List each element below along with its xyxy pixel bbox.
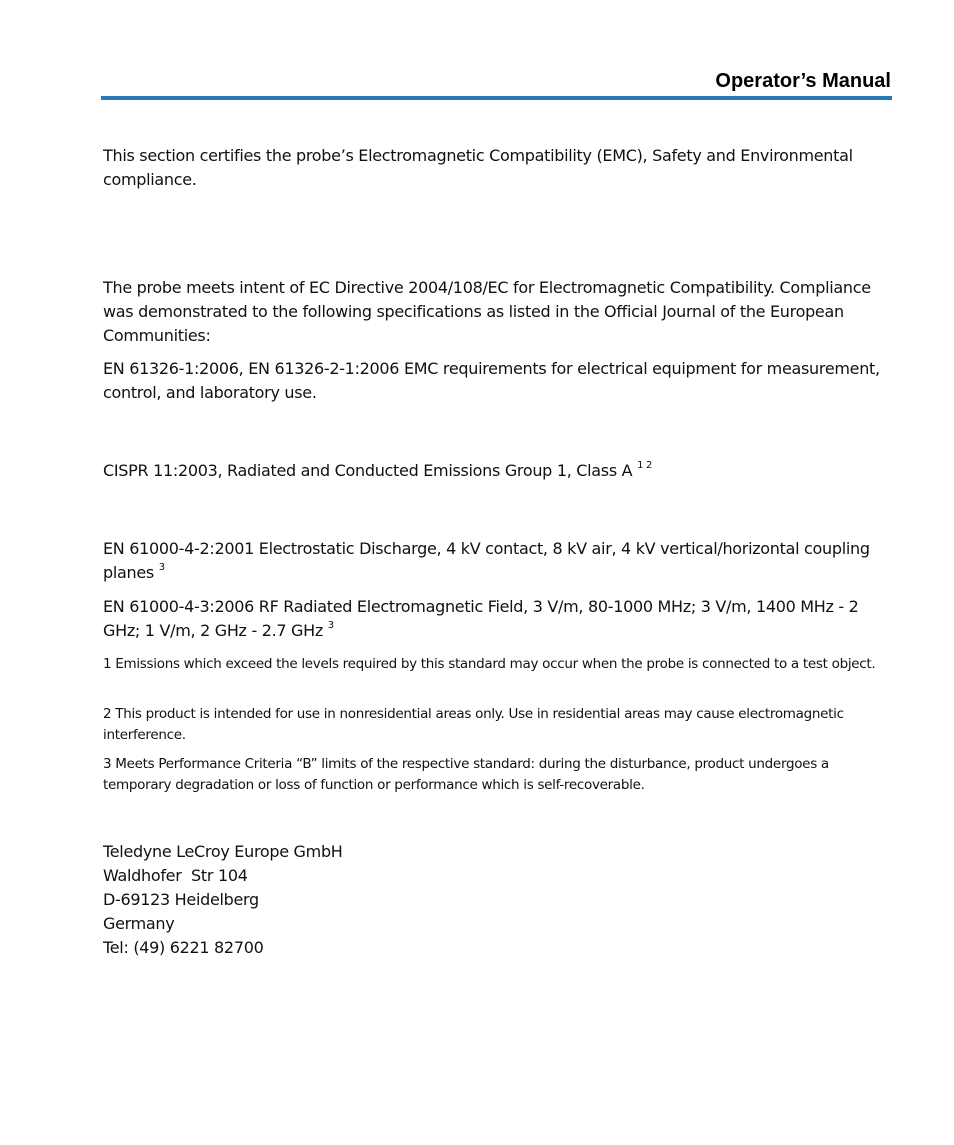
esd-footnote-ref: 3 — [158, 561, 165, 573]
emc-directive-paragraph: The probe meets intent of EC Directive 2004/108/EC for Electromagnetic Compatibility. Compliance was demonstrated to the following specifications as listed in the Official Journal of the European Communities: — [103, 278, 871, 345]
esd-paragraph — [103, 537, 893, 585]
address-phone: Tel: (49) 6221 82700 — [103, 938, 264, 957]
esd-text: EN 61000-4-2:2001 Electrostatic Discharge, 4 kV contact, 8 kV air, 4 kV vertical/horizontal coupling planes — [103, 539, 870, 582]
rf-footnote-ref: 3 — [327, 619, 334, 631]
address-city: D-69123 Heidelberg — [103, 890, 259, 909]
cispr-text: CISPR 11:2003, Radiated and Conducted Emissions Group 1, Class A — [103, 461, 633, 480]
header-rule — [101, 96, 892, 100]
address-block — [103, 840, 893, 960]
address-country: Germany — [103, 914, 175, 933]
footnote-1: 1 Emissions which exceed the levels required by this standard may occur when the probe is connected to a test object. — [103, 656, 876, 672]
rf-paragraph — [103, 595, 893, 643]
cispr-paragraph — [103, 459, 893, 483]
en61326-paragraph: EN 61326-1:2006, EN 61326-2-1:2006 EMC requirements for electrical equipment for measurement, control, and laboratory use. — [103, 359, 880, 402]
header-title: Operator’s Manual — [715, 70, 891, 92]
footnote-3: 3 Meets Performance Criteria “B” limits of the respective standard: during the disturbance, product undergoes a temporary degradation or loss of function or performance which is self-recoverable. — [103, 756, 829, 793]
rf-text: EN 61000-4-3:2006 RF Radiated Electromagnetic Field, 3 V/m, 80-1000 MHz; 3 V/m, 1400 MHz - 2 GHz; 1 V/m, 2 GHz - 2.7 GHz — [103, 597, 859, 640]
address-company: Teledyne LeCroy Europe GmbH — [103, 842, 343, 861]
address-street: Waldhofer Str 104 — [103, 866, 248, 885]
footnote-2: 2 This product is intended for use in nonresidential areas only. Use in residential areas may cause electromagnetic interference. — [103, 706, 844, 743]
intro-paragraph: This section certifies the probe’s Electromagnetic Compatibility (EMC), Safety and Environmental compliance. — [103, 146, 853, 189]
cispr-footnote-ref: 1 2 — [637, 459, 653, 471]
